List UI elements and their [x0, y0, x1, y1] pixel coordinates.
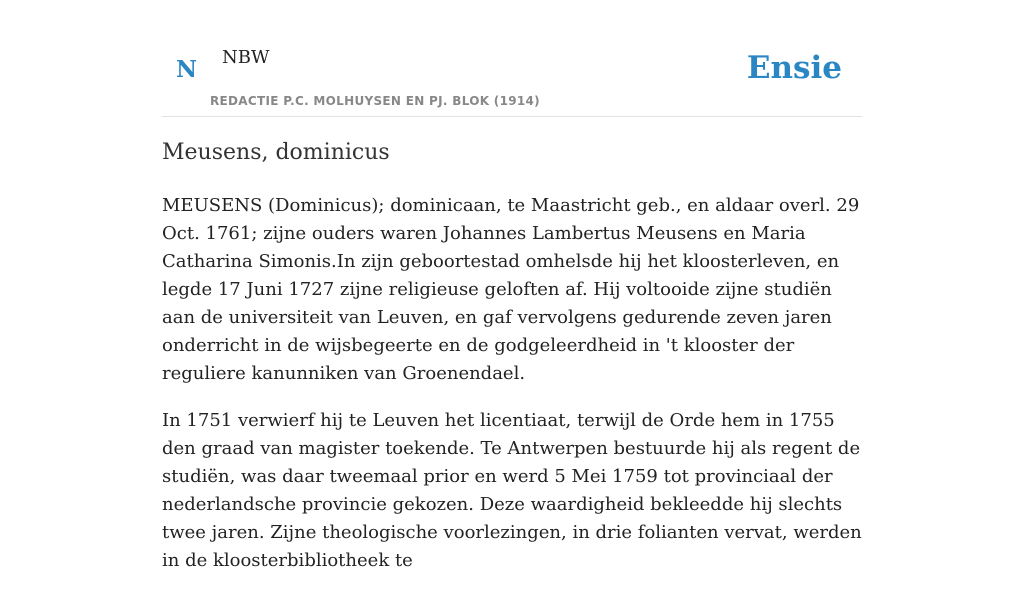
brand-logo-link[interactable]: Ensie: [746, 50, 842, 86]
article-paragraph: In 1751 verwierf hij te Leuven het licentiaat, terwijl de Orde hem in 1755 den graad van magister toekende. Te Antwerpen bestuurde hij als regent de studiën, was daar tweemaal prior en werd 5 Mei 1759 tot provinciaal der nederlandsche provincie gekozen. Deze waardigheid bekleedde hij slechts twee jaren. Zijne theologische voorlezingen, in drie folianten vervat, werden in de kloosterbibliotheek te: [162, 410, 862, 571]
header: [162, 0, 862, 117]
source-logo-icon[interactable]: N: [176, 56, 198, 83]
article-title: Meusens, dominicus: [162, 140, 390, 165]
article-paragraph: MEUSENS (Dominicus); dominicaan, te Maastricht geb., en aldaar overl. 29 Oct. 1761; zijne ouders waren Johannes Lambertus Meusens en Maria Catharina Simonis.In zijn geboortestad omhelsde hij het kloosterleven, en legde 17 Juni 1727 zijne religieuse geloften af. Hij voltooide zijne studiën aan de universiteit van Leuven, en gaf vervolgens gedurende zeven jaren onderricht in de wijsbegeerte en de godgeleerdheid in 't klooster der reguliere kanunniken van Groenendael.: [162, 195, 860, 384]
article-body: [162, 192, 864, 594]
editor-credit: REDACTIE P.C. MOLHUYSEN EN PJ. BLOK (1914): [210, 94, 540, 108]
source-name-link[interactable]: NBW: [222, 47, 270, 68]
